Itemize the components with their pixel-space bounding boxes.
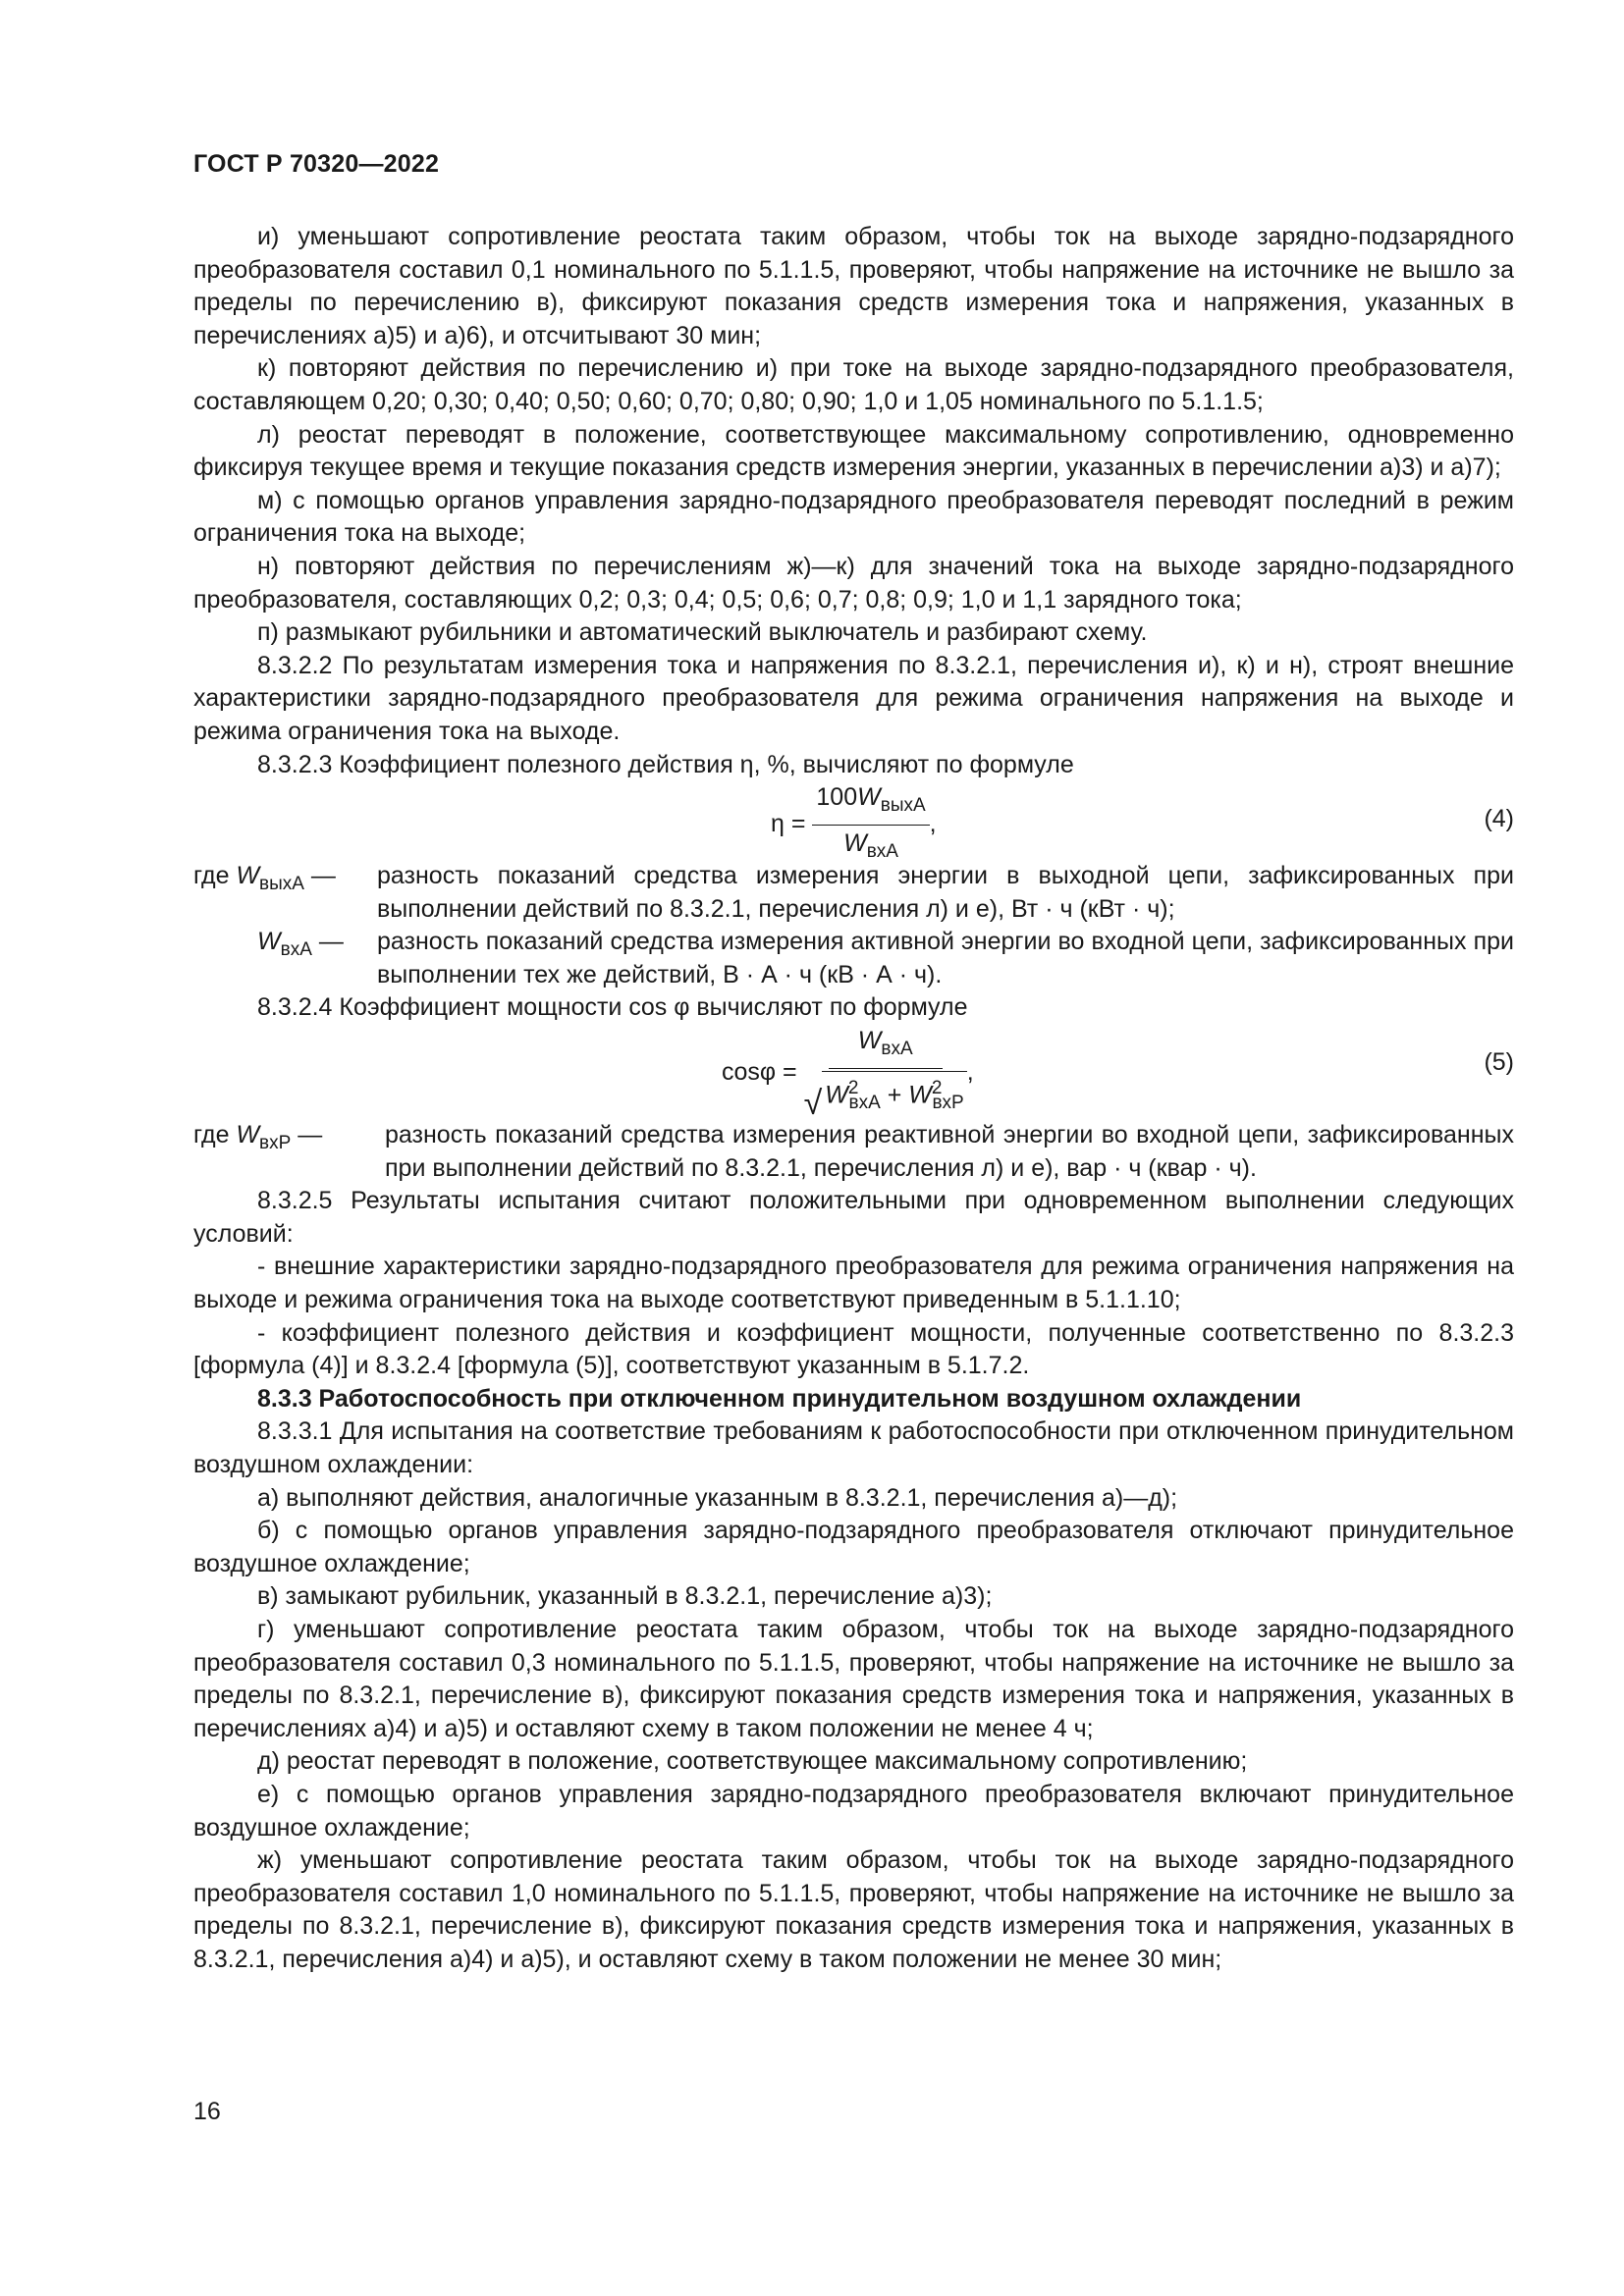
formula-4-comma: , <box>929 810 937 838</box>
formula-5-den-var1: W <box>825 1080 848 1108</box>
where-text-wvha: разность показаний средства измерения активной энергии во входной цепи, зафиксированных при выполнении тех же действий, В · А · ч (кВ · А · ч). <box>377 928 1514 988</box>
where-sub: вхА <box>280 939 312 961</box>
formula-5-comma: , <box>966 1057 974 1086</box>
list-item-p: п) размыкают рубильники и автоматический выключатель и разбирают схему. <box>257 618 1148 647</box>
page-number: 16 <box>193 2098 221 2125</box>
list-item-b: б) с помощью органов управления зарядно-подзарядного преобразователя отключают принудительное воздушное охлаждение; <box>193 1517 1514 1577</box>
formula-4-number: (4) <box>1484 805 1514 833</box>
list-item-n: н) повторяют действия по перечислениям ж)—к) для значений тока на выходе зарядно-подзарядного преобразователя, составляющих 0,2; 0,3; 0,4; 0,5; 0,6; 0,7; 0,8; 0,9; 1,0 и 1,1 зарядного тока; <box>193 552 1514 614</box>
formula-4-lhs: η = <box>771 810 806 838</box>
list-item-d: д) реостат переводят в положение, соответствующее максимальному сопротивлению; <box>257 1747 1248 1776</box>
clause-8-3-2-2: 8.3.2.2 По результатам измерения тока и напряжения по 8.3.2.1, перечисления и), к) и н), строят внешние характеристики зарядно-подзарядного преобразователя для режима ограничения напряжения на выходе и режима ограничения тока на выходе. <box>193 651 1514 745</box>
formula-4-num-var: W <box>857 783 881 812</box>
clause-8-3-2-4: 8.3.2.4 Коэффициент мощности cos φ вычисляют по формуле <box>257 993 968 1022</box>
clause-8-3-2-5: 8.3.2.5 Результаты испытания считают положительными при одновременном выполнении следующих условий: <box>193 1187 1514 1248</box>
clause-8-3-2-3: 8.3.2.3 Коэффициент полезного действия η, %, вычисляют по формуле <box>257 750 1074 778</box>
where-prefix: где <box>193 1121 237 1149</box>
where-dash: — <box>303 862 336 890</box>
formula-5-fraction <box>804 1025 967 1120</box>
formula-4-den-var: W <box>843 828 867 857</box>
section-heading-8-3-3: 8.3.3 Работоспособность при отключенном принудительном воздушном охлаждении <box>257 1384 1302 1413</box>
formula-4-num-sub: выхА <box>880 795 926 817</box>
condition-1: - внешние характеристики зарядно-подзарядного преобразователя для режима ограничения напряжения на выходе и режима ограничения тока на выходе соответствуют приведенным в 5.1.1.10; <box>193 1253 1514 1314</box>
where-label-wvyha <box>193 860 336 901</box>
document-body <box>193 221 1514 1977</box>
formula-4 <box>193 781 1514 860</box>
formula-4-den-sub: вхА <box>866 840 898 862</box>
where-block-4b <box>193 926 1514 991</box>
list-item-k: к) повторяют действия по перечислению и) при токе на выходе зарядно-подзарядного преобразователя, составляющем 0,20; 0,30; 0,40; 0,50; 0,60; 0,70; 0,80; 0,90; 1,0 и 1,05 номинального по 5.1.1.5; <box>193 354 1514 415</box>
where-label-wvhr <box>193 1119 322 1160</box>
formula-5-num-sub: вхА <box>881 1039 913 1060</box>
formula-5-den-var2: W <box>908 1080 932 1108</box>
list-item-a: а) выполняют действия, аналогичные указанным в 8.3.2.1, перечисления а)—д); <box>257 1483 1178 1512</box>
formula-5-den-sup1: 2 <box>847 1077 859 1098</box>
where-sub: вхР <box>259 1133 292 1154</box>
where-dash: — <box>311 928 344 956</box>
where-var: W <box>236 1121 260 1149</box>
where-label-wvha <box>257 926 344 967</box>
list-item-e: е) с помощью органов управления зарядно-подзарядного преобразователя включают принудительное воздушное охлаждение; <box>193 1780 1514 1842</box>
where-sub: выхА <box>259 874 304 895</box>
formula-5-den-sub1: вхА <box>848 1092 881 1113</box>
formula-5 <box>193 1025 1514 1122</box>
where-text-wvhr: разность показаний средства измерения реактивной энергии во входной цепи, зафиксированных при выполнении действий по 8.3.2.1, перечисления л) и е), вар · ч (квар · ч). <box>385 1121 1514 1182</box>
formula-5-sqrt <box>804 1069 967 1120</box>
list-item-zh: ж) уменьшают сопротивление реостата таким образом, чтобы ток на выходе зарядно-подзарядного преобразователя составил 1,0 номинального по 5.1.1.5, проверяют, чтобы напряжение на источнике не вышло за пределы по 8.3.2.1, перечисление в), фиксируют показания средств измерения тока и напряжения, указанных в 8.3.2.1, перечисления а)4) и а)5), и оставляют схему в таком положении не менее 30 мин; <box>193 1846 1514 1973</box>
formula-4-coef: 100 <box>816 783 858 812</box>
formula-5-num-var: W <box>857 1027 882 1055</box>
condition-2: - коэффициент полезного действия и коэффициент мощности, полученные соответственно по 8.3.2.3 [формула (4)] и 8.3.2.4 [формула (5)], соответствуют указанным в 5.1.7.2. <box>193 1318 1514 1380</box>
formula-5-plus: + <box>880 1080 909 1108</box>
document-header-title: ГОСТ Р 70320—2022 <box>193 150 440 178</box>
formula-5-den-sub2: вхР <box>932 1092 964 1113</box>
clause-8-3-3-1: 8.3.3.1 Для испытания на соответствие требованиям к работоспособности при отключенном принудительном воздушном охлаждении: <box>193 1417 1514 1478</box>
formula-4-fraction <box>812 781 929 868</box>
where-dash: — <box>291 1121 323 1149</box>
where-block-5 <box>193 1119 1514 1185</box>
formula-5-den-sup2: 2 <box>931 1077 943 1098</box>
list-item-v: в) замыкают рубильник, указанный в 8.3.2.1, перечисление а)3); <box>257 1582 993 1611</box>
where-block-4a <box>193 860 1514 926</box>
where-prefix: где <box>193 862 237 890</box>
list-item-m: м) с помощью органов управления зарядно-подзарядного преобразователя переводят последний в режим ограничения тока на выходе; <box>193 486 1514 548</box>
list-item-i: и) уменьшают сопротивление реостата таким образом, чтобы ток на выходе зарядно-подзарядного преобразователя составил 0,1 номинального по 5.1.1.5, проверяют, чтобы напряжение на источнике не вышло за пределы по перечислению в), фиксируют показания средств измерения тока и напряжения, указанных в перечислениях а)5) и а)6), и отсчитывают 30 мин; <box>193 223 1514 349</box>
list-item-g: г) уменьшают сопротивление реостата таким образом, чтобы ток на выходе зарядно-подзарядного преобразователя составил 0,3 номинального по 5.1.1.5, проверяют, чтобы напряжение на источнике не вышло за пределы по 8.3.2.1, перечисление в), фиксируют показания средств измерения тока и напряжения, указанных в перечислениях а)4) и а)5) и оставляют схему в таком положении не менее 4 ч; <box>193 1615 1514 1742</box>
formula-5-lhs: cosφ = <box>722 1057 797 1086</box>
list-item-l: л) реостат переводят в положение, соответствующее максимальному сопротивлению, одновременно фиксируя текущее время и текущие показания средств измерения энергии, указанных в перечислении а)3) и а)7); <box>193 420 1514 482</box>
where-var: W <box>257 928 281 956</box>
where-text-wvyha: разность показаний средства измерения энергии в выходной цепи, зафиксированных при выполнении действий по 8.3.2.1, перечисления л) и е), Вт · ч (кВт · ч); <box>377 862 1514 923</box>
sqrt-symbol: √ <box>803 1084 823 1122</box>
where-var: W <box>236 862 260 890</box>
formula-5-number: (5) <box>1484 1048 1514 1077</box>
